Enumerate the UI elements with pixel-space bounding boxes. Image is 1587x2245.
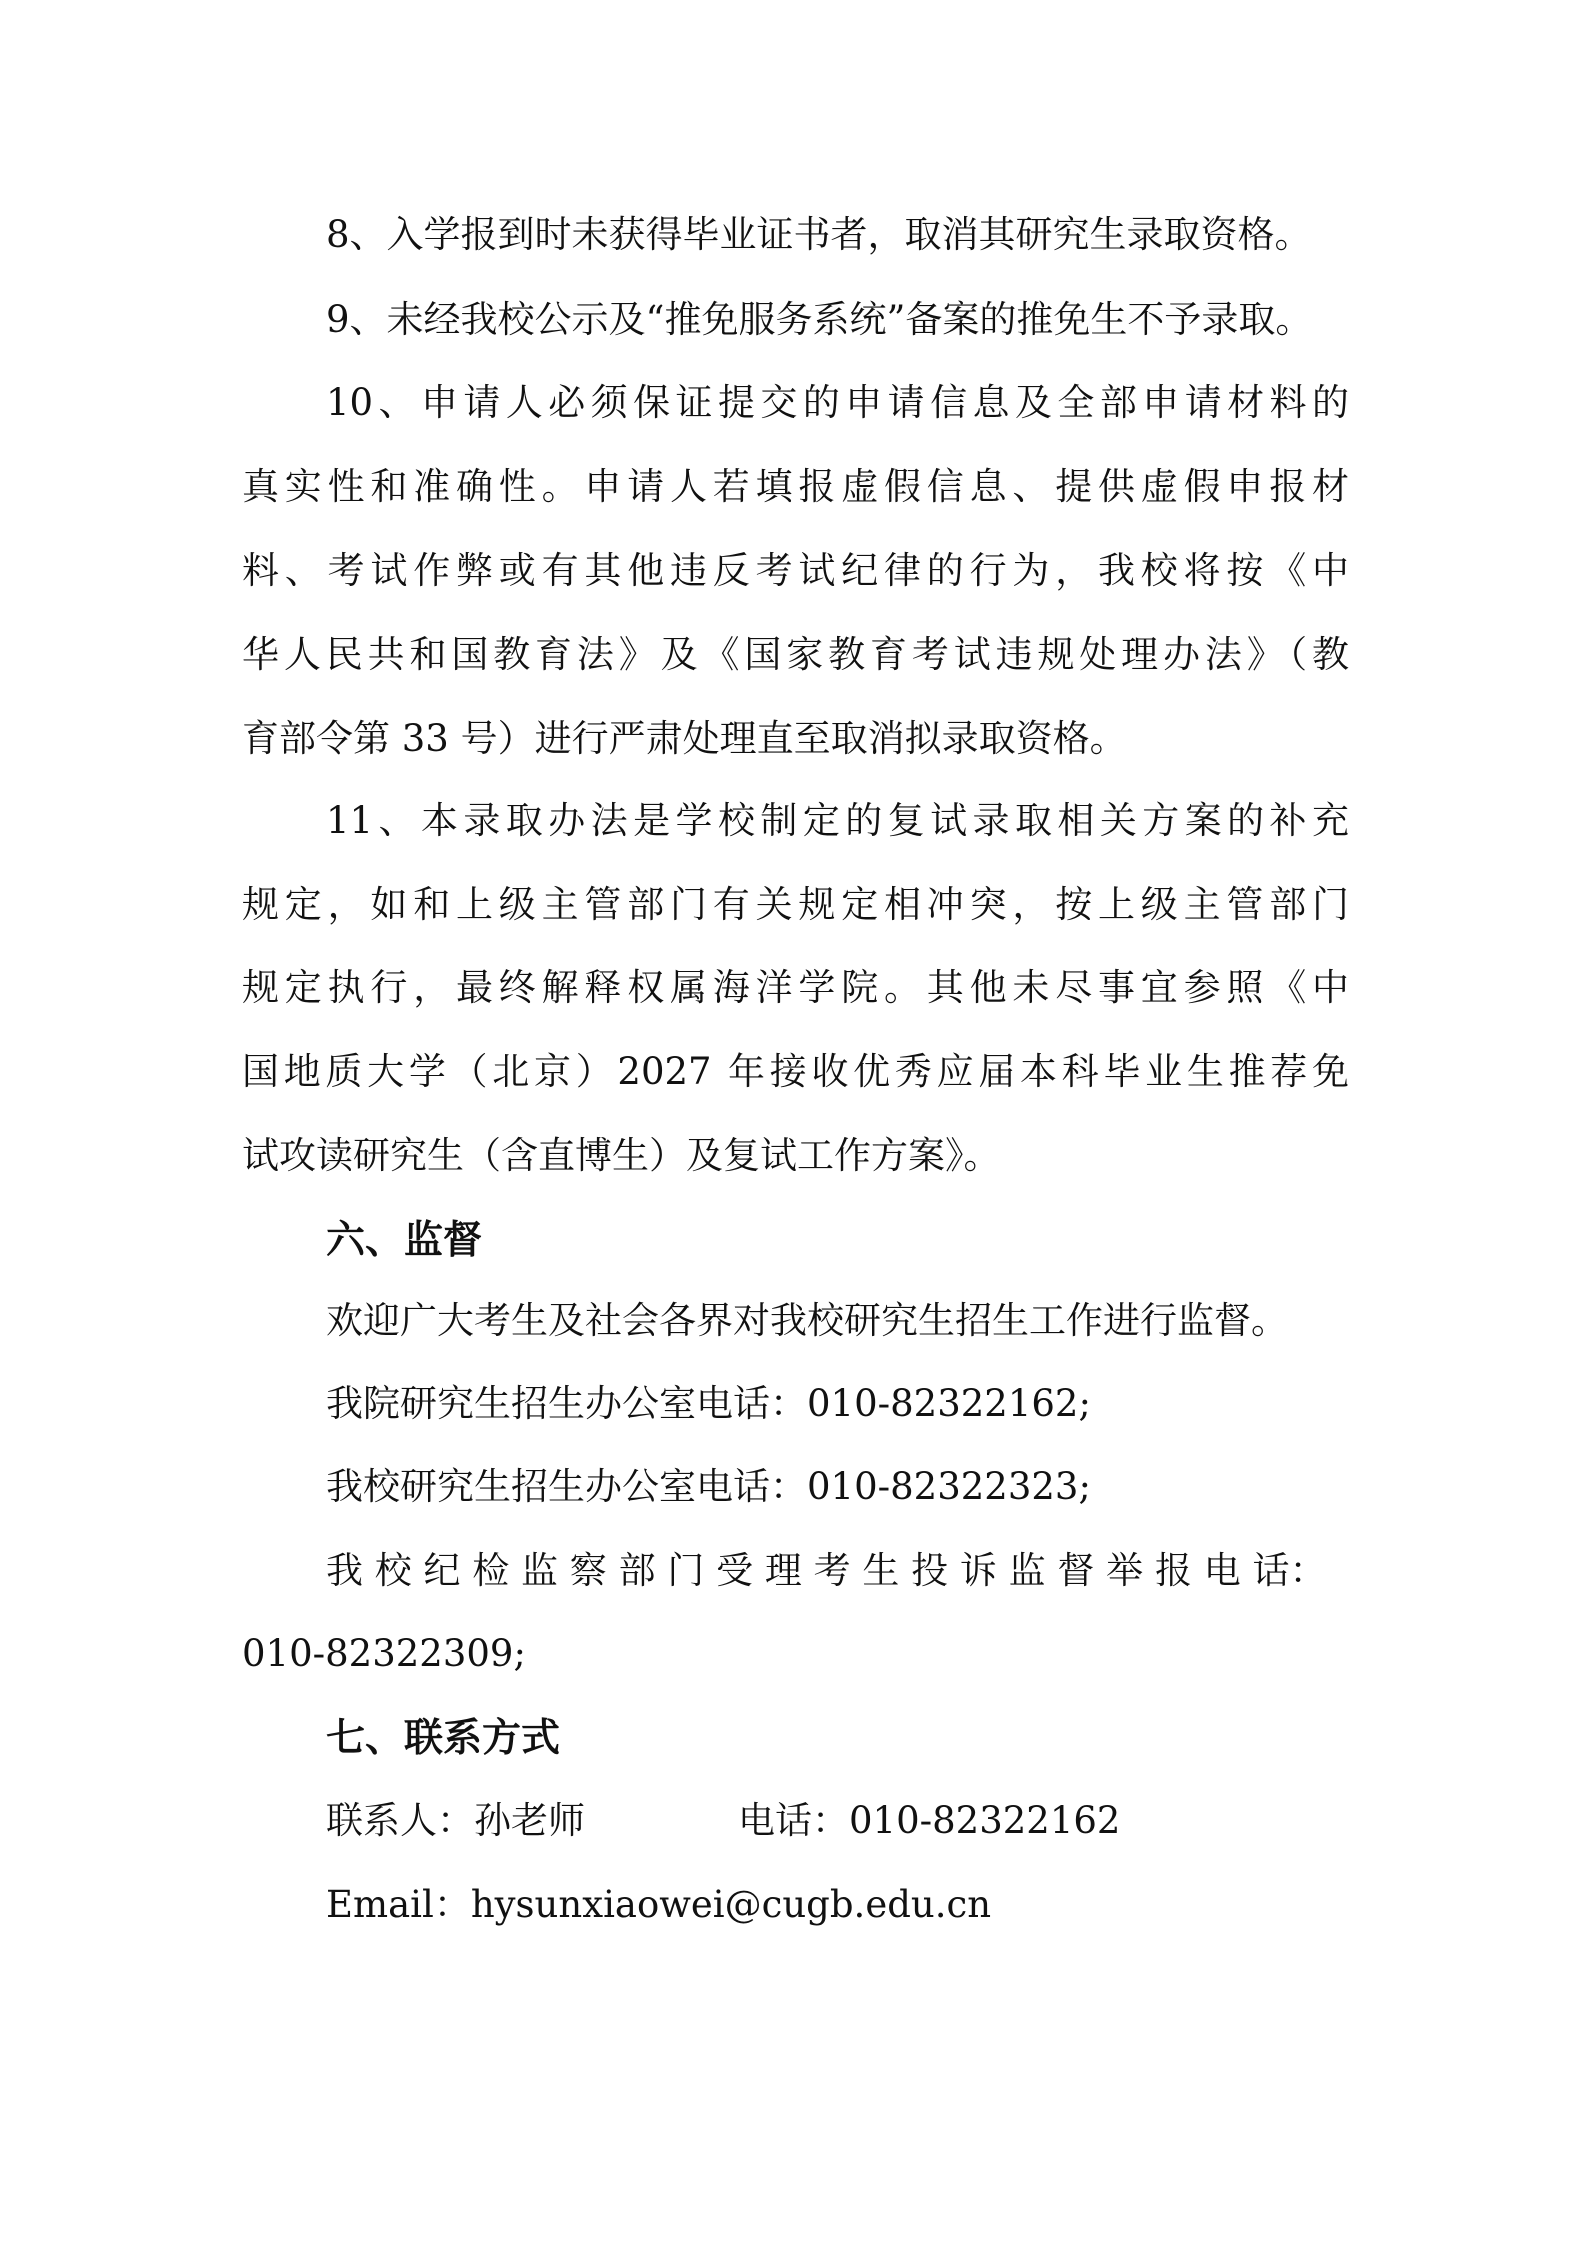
item-11-line-5: 试攻读研究生（含直博生）及复试工作方案》。 (242, 1134, 1001, 1177)
contact-phone: 电话：010-82322162 (738, 1799, 1121, 1842)
item-8: 8、入学报到时未获得毕业证书者，取消其研究生录取资格。 (326, 213, 1312, 256)
supervision-intro: 欢迎广大考生及社会各界对我校研究生招生工作进行监督。 (326, 1299, 1288, 1342)
item-11-line-1: 11、本录取办法是学校制定的复试录取相关方案的补充 (326, 799, 1349, 842)
item-9: 9、未经我校公示及“推免服务系统”备案的推免生不予录取。 (326, 298, 1313, 341)
item-10-line-5: 育部令第 33 号）进行严肃处理直至取消拟录取资格。 (242, 717, 1127, 760)
supervision-heading: 六、监督 (326, 1218, 483, 1263)
contact-heading: 七、联系方式 (326, 1716, 561, 1761)
school-admission-phone: 我校研究生招生办公室电话：010-82322323; (326, 1465, 1091, 1508)
contact-person: 联系人：孙老师 (326, 1799, 585, 1842)
complaint-phone-number: 010-82322309; (242, 1632, 526, 1675)
item-10-line-2: 真实性和准确性。申请人若填报虚假信息、提供虚假申报材 (242, 465, 1349, 508)
item-10-line-1: 10、申请人必须保证提交的申请信息及全部申请材料的 (326, 381, 1349, 424)
complaint-phone-label: 我 校 纪 检 监 察 部 门 受 理 考 生 投 诉 监 督 举 报 电 话： (326, 1549, 1327, 1592)
college-admission-phone: 我院研究生招生办公室电话：010-82322162; (326, 1382, 1091, 1425)
item-10-line-3: 料、考试作弊或有其他违反考试纪律的行为，我校将按《中 (242, 549, 1349, 592)
item-10-line-4: 华人民共和国教育法》及《国家教育考试违规处理办法》（教 (242, 633, 1349, 676)
item-11-line-4: 国地质大学（北京）2027 年接收优秀应届本科毕业生推荐免 (242, 1050, 1349, 1093)
item-11-line-3: 规定执行，最终解释权属海洋学院。其他未尽事宜参照《中 (242, 966, 1349, 1009)
contact-email: Email：hysunxiaowei@cugb.edu.cn (326, 1883, 992, 1926)
item-11-line-2: 规定，如和上级主管部门有关规定相冲突，按上级主管部门 (242, 883, 1349, 926)
